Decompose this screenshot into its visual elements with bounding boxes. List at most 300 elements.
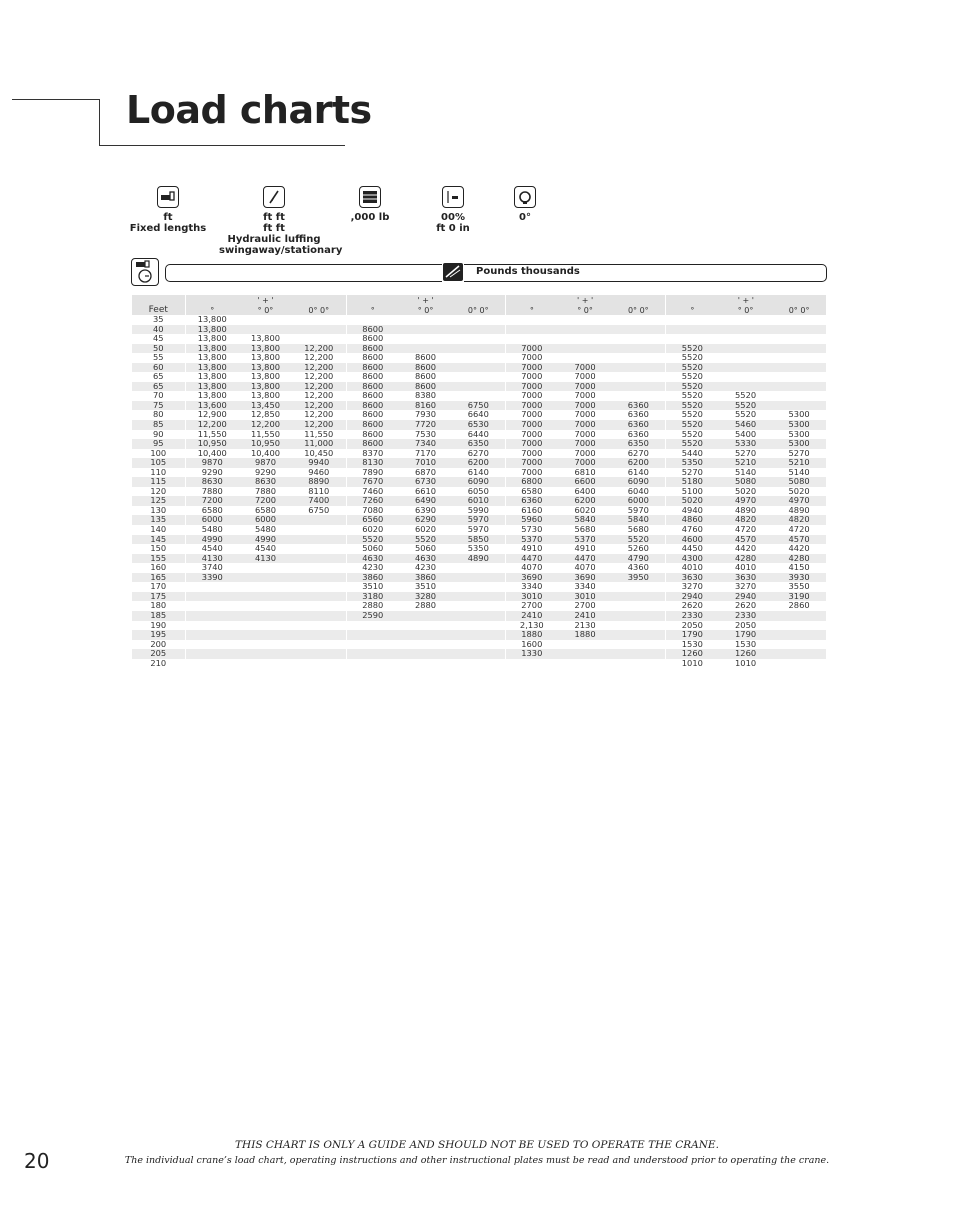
capacity-cell: 5520 (665, 391, 719, 401)
capacity-cell: 5080 (772, 477, 826, 487)
capacity-cell: 6010 (452, 496, 505, 506)
capacity-cell (452, 649, 505, 659)
capacity-cell: 6580 (505, 487, 558, 497)
capacity-cell (346, 621, 399, 631)
radius-feet-cell: 40 (132, 325, 185, 335)
capacity-cell (292, 515, 346, 525)
capacity-cell (612, 363, 665, 373)
capacity-cell (239, 621, 292, 631)
capacity-cell: 1260 (665, 649, 719, 659)
capacity-cell: 6870 (399, 468, 452, 478)
capacity-cell: 6200 (452, 458, 505, 468)
capacity-cell: 4790 (612, 554, 665, 564)
radius-feet-cell: 210 (132, 659, 185, 669)
radius-feet-cell: 95 (132, 439, 185, 449)
capacity-cell: 12,900 (185, 410, 239, 420)
capacity-cell: 6400 (558, 487, 612, 497)
spec-jib-line3: Hydraulic luffing swingaway/stationary (219, 234, 343, 256)
capacity-cell: 11,550 (185, 430, 239, 440)
capacity-cell: 13,800 (185, 325, 239, 335)
capacity-cell: 8600 (346, 420, 399, 430)
table-sub-header-row (132, 305, 826, 315)
capacity-cell: 6730 (399, 477, 452, 487)
capacity-cell: 3340 (558, 582, 612, 592)
capacity-cell: 6090 (612, 477, 665, 487)
spec-jib-line2: ft ft (263, 223, 285, 234)
capacity-cell: 3630 (719, 573, 772, 583)
capacity-cell: 5520 (665, 363, 719, 373)
capacity-cell: 5060 (346, 544, 399, 554)
capacity-cell: 5480 (185, 525, 239, 535)
capacity-cell (185, 649, 239, 659)
capacity-cell: 7000 (558, 449, 612, 459)
capacity-cell (665, 315, 719, 325)
capacity-cell: 7000 (558, 391, 612, 401)
capacity-cell: 4720 (719, 525, 772, 535)
capacity-cell: 5210 (772, 458, 826, 468)
capacity-cell: 6140 (452, 468, 505, 478)
capacity-cell (719, 334, 772, 344)
capacity-cell (505, 325, 558, 335)
radius-feet-cell: 50 (132, 344, 185, 354)
capacity-cell: 6290 (399, 515, 452, 525)
capacity-cell: 7000 (505, 363, 558, 373)
capacity-cell: 8630 (239, 477, 292, 487)
table-row (132, 573, 826, 583)
capacity-cell: 5270 (719, 449, 772, 459)
capacity-cell: 4010 (719, 563, 772, 573)
capacity-cell: 13,800 (239, 391, 292, 401)
capacity-cell: 6360 (612, 401, 665, 411)
capacity-cell (239, 640, 292, 650)
capacity-cell: 6050 (452, 487, 505, 497)
capacity-cell: 13,800 (239, 382, 292, 392)
capacity-cell: 13,800 (185, 334, 239, 344)
capacity-cell: 13,800 (185, 363, 239, 373)
capacity-cell (612, 659, 665, 669)
spec-boom (128, 186, 208, 234)
capacity-cell: 4070 (505, 563, 558, 573)
spec-rotation (502, 186, 548, 223)
capacity-cell: 6090 (452, 477, 505, 487)
capacity-cell (346, 630, 399, 640)
radius-feet-cell: 65 (132, 372, 185, 382)
capacity-cell: 2700 (558, 601, 612, 611)
capacity-cell: 9290 (239, 468, 292, 478)
sub-header: ° (665, 305, 719, 315)
capacity-cell (452, 659, 505, 669)
capacity-cell (772, 363, 826, 373)
capacity-cell: 7000 (558, 363, 612, 373)
title-rule-left (12, 99, 100, 100)
capacity-cell: 5020 (665, 496, 719, 506)
capacity-cell: 8600 (399, 363, 452, 373)
capacity-cell: 6390 (399, 506, 452, 516)
capacity-cell: 5990 (452, 506, 505, 516)
capacity-cell: 7000 (558, 420, 612, 430)
crane-radius-icon (131, 258, 159, 286)
capacity-cell: 4760 (665, 525, 719, 535)
capacity-cell: 5840 (612, 515, 665, 525)
capacity-cell (772, 649, 826, 659)
capacity-cell: 11,000 (292, 439, 346, 449)
capacity-cell (239, 573, 292, 583)
spec-outrigger (424, 186, 482, 234)
capacity-cell: 6000 (185, 515, 239, 525)
sub-header: ° (505, 305, 558, 315)
radius-feet-cell: 195 (132, 630, 185, 640)
capacity-cell (399, 659, 452, 669)
rotation-icon (514, 186, 536, 208)
capacity-cell (558, 325, 612, 335)
capacity-cell: 4570 (719, 535, 772, 545)
capacity-cell: 7000 (505, 344, 558, 354)
capacity-cell: 4540 (239, 544, 292, 554)
capacity-cell: 4820 (772, 515, 826, 525)
capacity-cell: 4910 (505, 544, 558, 554)
capacity-cell: 6200 (612, 458, 665, 468)
jib-icon (263, 186, 285, 208)
capacity-cell: 6580 (239, 506, 292, 516)
capacity-cell: 2880 (346, 601, 399, 611)
capacity-cell: 7000 (505, 353, 558, 363)
capacity-cell: 9870 (239, 458, 292, 468)
capacity-cell: 5480 (239, 525, 292, 535)
capacity-cell: 7530 (399, 430, 452, 440)
capacity-cell (772, 611, 826, 621)
capacity-cell (292, 659, 346, 669)
title-rule-vertical (99, 99, 100, 145)
capacity-cell (505, 659, 558, 669)
capacity-cell: 5370 (505, 535, 558, 545)
capacity-cell: 3270 (719, 582, 772, 592)
table-row (132, 601, 826, 611)
capacity-cell: 9460 (292, 468, 346, 478)
capacity-cell (292, 573, 346, 583)
capacity-cell (185, 659, 239, 669)
header-blank (132, 295, 185, 305)
capacity-cell (346, 659, 399, 669)
capacity-cell: 8600 (346, 344, 399, 354)
capacity-cell: 8600 (346, 382, 399, 392)
capacity-cell: 4130 (239, 554, 292, 564)
spec-rotation-line1: 0° (519, 212, 531, 223)
capacity-cell: 5300 (772, 430, 826, 440)
spec-boom-line2: Fixed lengths (129, 223, 207, 234)
capacity-cell: 4990 (239, 535, 292, 545)
sub-header: ° 0° (719, 305, 772, 315)
capacity-cell: 5080 (719, 477, 772, 487)
capacity-cell: 7000 (558, 430, 612, 440)
capacity-cell: 10,400 (185, 449, 239, 459)
capacity-cell: 4070 (558, 563, 612, 573)
capacity-cell: 1010 (719, 659, 772, 669)
capacity-cell: 7200 (239, 496, 292, 506)
capacity-cell (185, 640, 239, 650)
capacity-cell (452, 601, 505, 611)
capacity-cell: 7000 (558, 382, 612, 392)
capacity-cell: 13,800 (185, 344, 239, 354)
capacity-cell (612, 601, 665, 611)
capacity-cell (452, 563, 505, 573)
radius-feet-cell: 150 (132, 544, 185, 554)
capacity-cell: 12,200 (239, 420, 292, 430)
radius-feet-cell: 85 (132, 420, 185, 430)
capacity-cell (452, 325, 505, 335)
capacity-cell: 7000 (505, 449, 558, 459)
capacity-cell: 12,200 (292, 410, 346, 420)
capacity-cell: 4820 (719, 515, 772, 525)
capacity-cell: 3690 (505, 573, 558, 583)
capacity-cell: 6350 (452, 439, 505, 449)
footer-warning: THIS CHART IS ONLY A GUIDE AND SHOULD NOT BE USED TO OPERATE THE CRANE. (235, 1139, 719, 1151)
capacity-cell: 5300 (772, 420, 826, 430)
radius-feet-cell: 160 (132, 563, 185, 573)
capacity-cell (292, 630, 346, 640)
table-row (132, 353, 826, 363)
capacity-cell: 5370 (558, 535, 612, 545)
capacity-cell: 7000 (505, 391, 558, 401)
capacity-cell (772, 640, 826, 650)
capacity-cell (292, 525, 346, 535)
capacity-cell: 7000 (558, 372, 612, 382)
capacity-cell: 5060 (399, 544, 452, 554)
radius-feet-cell: 45 (132, 334, 185, 344)
capacity-cell (452, 363, 505, 373)
capacity-cell: 2620 (665, 601, 719, 611)
capacity-cell: 5350 (452, 544, 505, 554)
table-row (132, 592, 826, 602)
capacity-cell: 5460 (719, 420, 772, 430)
capacity-cell: 13,800 (185, 353, 239, 363)
capacity-cell: 5520 (665, 439, 719, 449)
capacity-cell (239, 630, 292, 640)
capacity-cell: 2940 (719, 592, 772, 602)
capacity-cell: 6810 (558, 468, 612, 478)
spec-outrigger-line1: 00% (441, 212, 465, 223)
capacity-cell: 8600 (399, 372, 452, 382)
capacity-cell: 13,800 (239, 372, 292, 382)
capacity-cell: 3930 (772, 573, 826, 583)
capacity-cell (452, 621, 505, 631)
capacity-cell (452, 582, 505, 592)
capacity-cell: 7400 (292, 496, 346, 506)
capacity-cell: 7000 (505, 430, 558, 440)
capacity-cell (772, 621, 826, 631)
capacity-cell (452, 640, 505, 650)
capacity-cell: 13,800 (185, 372, 239, 382)
table-row (132, 372, 826, 382)
capacity-cell (452, 344, 505, 354)
capacity-cell: 13,800 (239, 353, 292, 363)
capacity-cell: 6360 (612, 410, 665, 420)
capacity-cell: 5300 (772, 410, 826, 420)
capacity-cell (452, 315, 505, 325)
capacity-cell: 6270 (452, 449, 505, 459)
capacity-cell (292, 315, 346, 325)
radius-feet-cell: 165 (132, 573, 185, 583)
capacity-cell: 3860 (399, 573, 452, 583)
capacity-cell: 2700 (505, 601, 558, 611)
capacity-cell: 6160 (505, 506, 558, 516)
capacity-cell: 5520 (665, 420, 719, 430)
capacity-cell (292, 640, 346, 650)
page-number: 20 (24, 1149, 50, 1173)
capacity-cell: 5520 (399, 535, 452, 545)
capacity-cell: 8130 (346, 458, 399, 468)
capacity-cell: 6270 (612, 449, 665, 459)
capacity-cell: 5520 (665, 410, 719, 420)
capacity-cell: 5140 (772, 468, 826, 478)
capacity-cell: 3510 (346, 582, 399, 592)
capacity-cell: 1010 (665, 659, 719, 669)
capacity-cell: 2620 (719, 601, 772, 611)
capacity-cell: 6490 (399, 496, 452, 506)
radius-feet-cell: 175 (132, 592, 185, 602)
capacity-cell (772, 344, 826, 354)
capacity-cell: 1790 (719, 630, 772, 640)
radius-feet-cell: 80 (132, 410, 185, 420)
capacity-cell: 8630 (185, 477, 239, 487)
capacity-cell: 7010 (399, 458, 452, 468)
capacity-cell (292, 535, 346, 545)
capacity-cell (772, 382, 826, 392)
capacity-cell (239, 649, 292, 659)
table-row (132, 382, 826, 392)
capacity-cell (292, 325, 346, 335)
capacity-cell (612, 630, 665, 640)
capacity-cell (292, 582, 346, 592)
radius-feet-cell: 100 (132, 449, 185, 459)
capacity-cell: 10,950 (185, 439, 239, 449)
capacity-cell (772, 315, 826, 325)
capacity-cell: 7260 (346, 496, 399, 506)
capacity-cell: 7720 (399, 420, 452, 430)
capacity-cell (239, 659, 292, 669)
radius-feet-cell: 120 (132, 487, 185, 497)
capacity-cell: 1530 (665, 640, 719, 650)
capacity-cell: 6440 (452, 430, 505, 440)
capacity-cell (185, 630, 239, 640)
capacity-cell (239, 592, 292, 602)
capacity-cell: 3340 (505, 582, 558, 592)
capacity-cell (719, 372, 772, 382)
radius-feet-cell: 205 (132, 649, 185, 659)
capacity-cell (399, 630, 452, 640)
table-row (132, 554, 826, 564)
capacity-cell: 6140 (612, 468, 665, 478)
capacity-cell (558, 315, 612, 325)
spec-counterweight-line1: ,000 lb (350, 212, 390, 223)
capacity-cell: 4940 (665, 506, 719, 516)
capacity-cell (239, 611, 292, 621)
capacity-cell (185, 621, 239, 631)
capacity-cell: 11,550 (292, 430, 346, 440)
capacity-cell (612, 582, 665, 592)
radius-feet-cell: 70 (132, 391, 185, 401)
radius-feet-cell: 190 (132, 621, 185, 631)
capacity-cell: 4150 (772, 563, 826, 573)
capacity-cell: 5020 (719, 487, 772, 497)
capacity-cell: 4890 (452, 554, 505, 564)
capacity-cell: 4890 (772, 506, 826, 516)
capacity-cell: 4540 (185, 544, 239, 554)
capacity-cell: 6580 (185, 506, 239, 516)
capacity-cell: 5970 (452, 515, 505, 525)
capacity-cell (612, 649, 665, 659)
capacity-cell (452, 573, 505, 583)
capacity-cell: 3550 (772, 582, 826, 592)
capacity-cell (239, 582, 292, 592)
table-group-header-row (132, 295, 826, 305)
capacity-cell (719, 363, 772, 373)
capacity-cell: 7000 (505, 468, 558, 478)
capacity-cell: 7000 (505, 372, 558, 382)
radius-feet-cell: 115 (132, 477, 185, 487)
sub-header: ° 0° (399, 305, 452, 315)
capacity-cell: 5520 (665, 353, 719, 363)
capacity-cell (612, 592, 665, 602)
capacity-cell: 7000 (558, 458, 612, 468)
capacity-cell: 2050 (665, 621, 719, 631)
capacity-cell: 13,600 (185, 401, 239, 411)
capacity-cell: 4970 (772, 496, 826, 506)
capacity-cell: 5100 (665, 487, 719, 497)
capacity-cell: 10,950 (239, 439, 292, 449)
capacity-cell: 8160 (399, 401, 452, 411)
capacity-cell: 8890 (292, 477, 346, 487)
capacity-cell: 4010 (665, 563, 719, 573)
capacity-cell: 7000 (558, 439, 612, 449)
capacity-cell: 6020 (399, 525, 452, 535)
capacity-cell: 4420 (772, 544, 826, 554)
group-header-2: ' + ' (346, 295, 505, 305)
capacity-cell: 4990 (185, 535, 239, 545)
capacity-cell: 5520 (719, 401, 772, 411)
capacity-cell: 4630 (399, 554, 452, 564)
capacity-cell (399, 640, 452, 650)
radius-feet-cell: 140 (132, 525, 185, 535)
capacity-cell: 13,800 (185, 382, 239, 392)
table-row (132, 582, 826, 592)
capacity-cell (346, 640, 399, 650)
capacity-cell: 5520 (612, 535, 665, 545)
capacity-cell: 5210 (719, 458, 772, 468)
capacity-cell: 6020 (346, 525, 399, 535)
capacity-cell: 10,400 (239, 449, 292, 459)
capacity-cell: 4420 (719, 544, 772, 554)
capacity-cell: 8600 (346, 391, 399, 401)
capacity-cell: 6750 (452, 401, 505, 411)
capacity-cell: 12,200 (292, 391, 346, 401)
capacity-cell (612, 315, 665, 325)
capacity-cell: 8600 (346, 410, 399, 420)
capacity-cell (399, 315, 452, 325)
capacity-cell: 5020 (772, 487, 826, 497)
capacity-cell (505, 315, 558, 325)
capacity-cell: 3190 (772, 592, 826, 602)
capacity-cell: 4300 (665, 554, 719, 564)
radius-feet-cell: 145 (132, 535, 185, 545)
radius-feet-cell: 200 (132, 640, 185, 650)
capacity-cell (612, 344, 665, 354)
capacity-cell: 8600 (346, 401, 399, 411)
capacity-cell: 2590 (346, 611, 399, 621)
capacity-cell (399, 611, 452, 621)
capacity-cell (452, 334, 505, 344)
sub-header: ° 0° (239, 305, 292, 315)
capacity-cell: 9940 (292, 458, 346, 468)
